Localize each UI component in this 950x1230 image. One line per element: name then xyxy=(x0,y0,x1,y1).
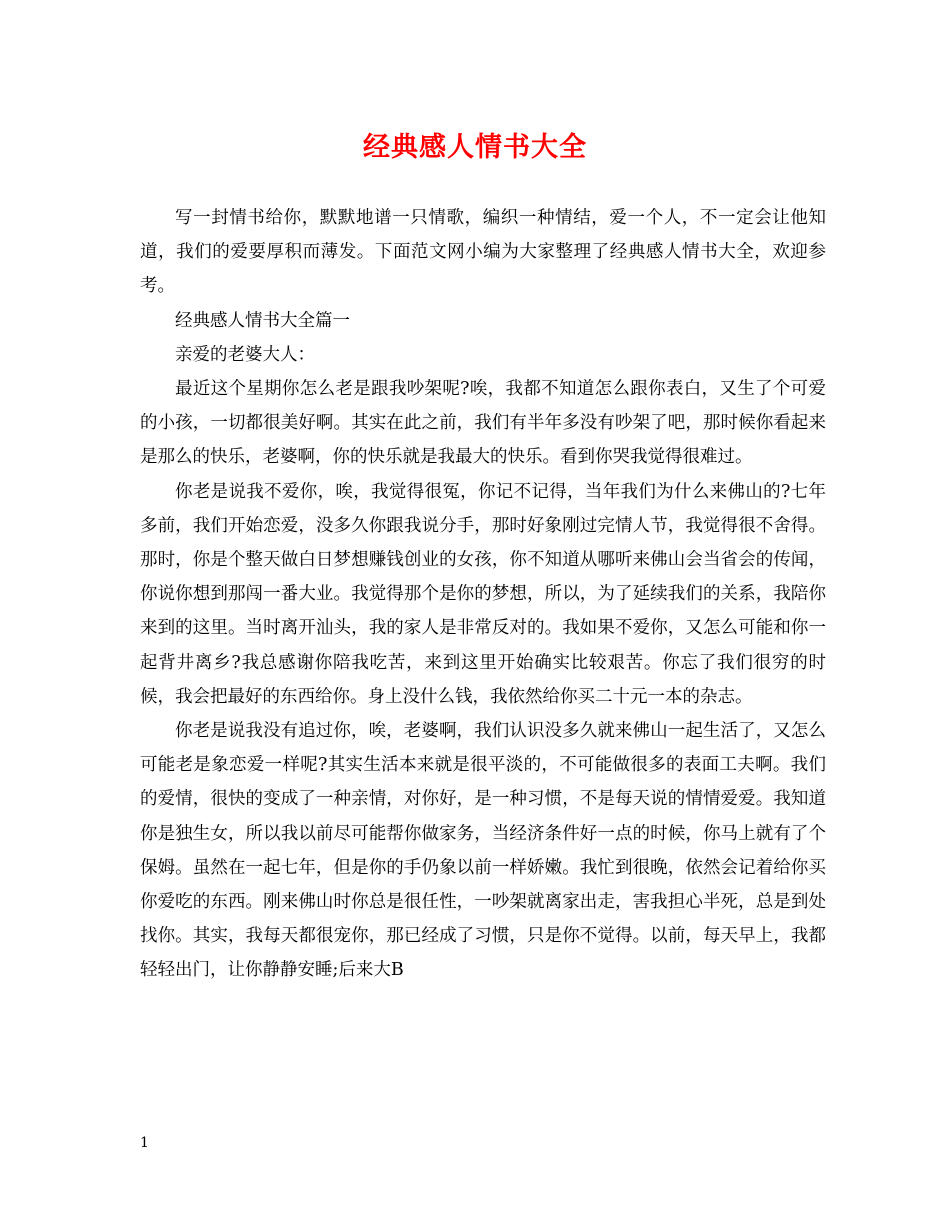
body-paragraph: 你老是说我不爱你，唉，我觉得很冤，你记不记得，当年我们为什么来佛山的?七年多前，我们开始恋爱，没多久你跟我说分手，那时好象刚过完情人节，我觉得很不舍得。那时，你是个整天做白日梦想赚钱创业的女孩，你不知道从哪听来佛山会当省会的传闻，你说你想到那闯一番大业。我觉得那个是你的梦想，所以，为了延续我们的关系，我陪你来到的这里。当时离开汕头，我的家人是非常反对的。我如果不爱你，又怎么可能和你一起背井离乡?我总感谢你陪我吃苦，来到这里开始确实比较艰苦。你忘了我们很穷的时候，我会把最好的东西给你。身上没什么钱，我依然给你买二十元一本的杂志。 xyxy=(140,481,826,707)
document-body xyxy=(140,201,826,988)
page-number: 1 xyxy=(140,1135,149,1151)
section-heading: 经典感人情书大全篇一 xyxy=(175,310,350,331)
letter-salutation: 亲爱的老婆大人： xyxy=(175,344,315,365)
document-title: 经典感人情书大全 xyxy=(363,132,587,163)
intro-paragraph: 写一封情书给你，默默地谱一只情歌，编织一种情结，爱一个人，不一定会让他知道，我们的爱要厚积而薄发。下面范文网小编为大家整理了经典感人情书大全，欢迎参考。 xyxy=(140,208,826,297)
body-paragraph: 最近这个星期你怎么老是跟我吵架呢?唉，我都不知道怎么跟你表白，又生了个可爱的小孩，一切都很美好啊。其实在此之前，我们有半年多没有吵架了吧，那时候你看起来是那么的快乐，老婆啊，你的快乐就是我最大的快乐。看到你哭我觉得很难过。 xyxy=(140,379,826,468)
body-paragraph: 你老是说我没有追过你，唉，老婆啊，我们认识没多久就来佛山一起生活了，又怎么可能老是象恋爱一样呢?其实生活本来就是很平淡的，不可能做很多的表面工夫啊。我们的爱情，很快的变成了一种亲情，对你好，是一种习惯，不是每天说的情情爱爱。我知道你是独生女，所以我以前尽可能帮你做家务，当经济条件好一点的时候，你马上就有了个保姆。虽然在一起七年，但是你的手仍象以前一样娇嫩。我忙到很晚，依然会记着给你买你爱吃的东西。刚来佛山时你总是很任性，一吵架就离家出走，害我担心半死，总是到处找你。其实，我每天都很宠你，那已经成了习惯，只是你不觉得。以前，每天早上，我都轻轻出门，让你静静安睡;后来大B xyxy=(140,721,826,981)
